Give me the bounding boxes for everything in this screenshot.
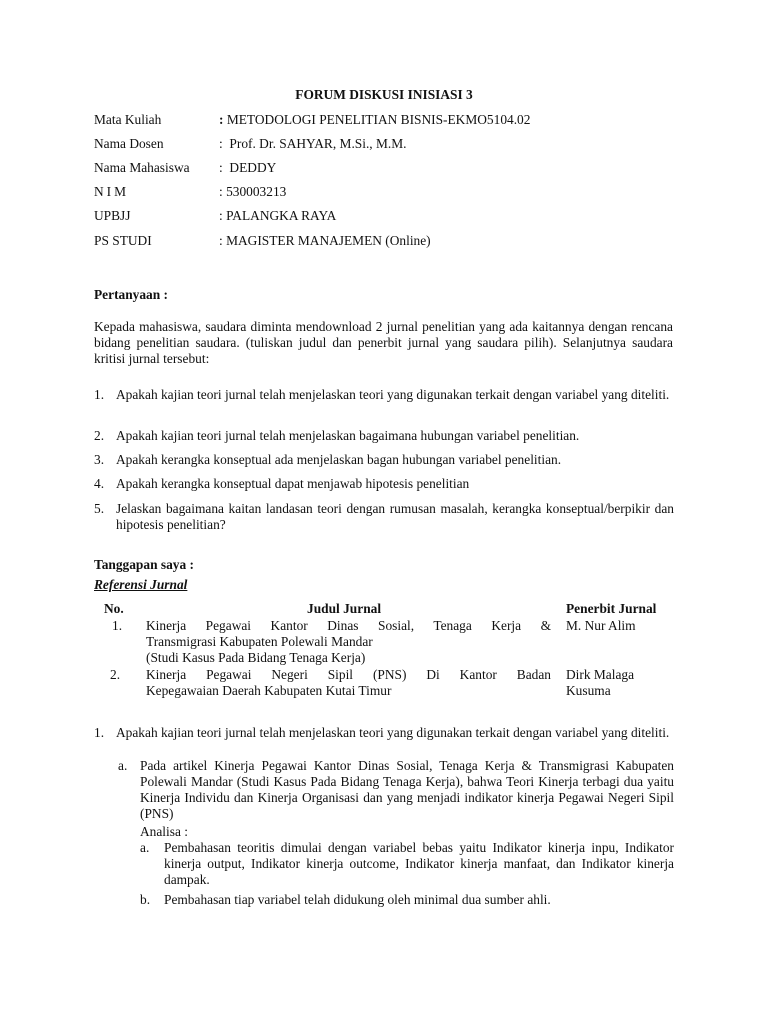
question-number: 3. <box>94 452 105 467</box>
answer-sub-text: Pada artikel Kinerja Pegawai Kantor Dinas Sosial, Tenaga Kerja & Transmigrasi Kabupaten Polewali Mandar (Studi Kasus Pada Bidang Tenaga Kerja), bahwa Teori Kinerja terbagi dua yaitu Kinerja Individu dan Kinerja Organisasi dan yang menjadi indikator kinerja Pegawai Negeri Sipil (PNS) <box>140 758 674 821</box>
question-number: 5. <box>94 501 105 516</box>
page-title: FORUM DISKUSI INISIASI 3 <box>295 87 473 102</box>
nama-dosen-label: Nama Dosen <box>94 136 164 151</box>
table-cell-title-line: Kinerja Pegawai Kantor Dinas Sosial, Tenaga Kerja & <box>146 618 551 633</box>
ps-studi-value: : MAGISTER MANAJEMEN (Online) <box>219 233 431 248</box>
question-number: 2. <box>94 428 105 443</box>
table-row-number: 1. <box>112 618 123 633</box>
table-row <box>146 667 551 699</box>
table-cell-publisher: M. Nur Alim <box>566 618 636 633</box>
analisa-label: Analisa : <box>140 824 188 839</box>
table-cell-publisher <box>566 667 676 699</box>
pertanyaan-heading: Pertanyaan : <box>94 287 169 302</box>
question-number: 1. <box>94 387 105 402</box>
table-cell-title-line: (Studi Kasus Pada Bidang Tenaga Kerja) <box>146 650 366 665</box>
table-cell-title-line: Transmigrasi Kabupaten Polewali Mandar <box>146 634 373 649</box>
intro-paragraph: Kepada mahasiswa, saudara diminta mendownload 2 jurnal penelitian yang ada kaitannya dengan rencana bidang penelitian saudara. (tuliskan judul dan penerbit jurnal yang saudara pilih). Selanjutnya saudara kritisi jurnal tersebut: <box>94 319 673 366</box>
question-number: 4. <box>94 476 105 491</box>
publisher-line: Dirk Malaga <box>566 667 635 682</box>
question-item: Apakah kajian teori jurnal telah menjelaskan teori yang digunakan terkait dengan variabel yang diteliti. <box>116 387 670 402</box>
table-cell-title-line: Kepegawaian Daerah Kabupaten Kutai Timur <box>146 683 392 698</box>
answer-question: Apakah kajian teori jurnal telah menjelaskan teori yang digunakan terkait dengan variabel yang diteliti. <box>116 725 670 740</box>
nama-dosen-value: : Prof. Dr. SAHYAR, M.Si., M.M. <box>219 136 407 151</box>
analysis-text: Pembahasan tiap variabel telah didukung oleh minimal dua sumber ahli. <box>164 892 551 907</box>
publisher-line: Kusuma <box>566 683 611 698</box>
table-row <box>146 618 551 666</box>
answer-number: 1. <box>94 725 105 740</box>
nim-value: : 530003213 <box>219 184 287 199</box>
tanggapan-heading: Tanggapan saya : <box>94 557 194 572</box>
upbjj-value: : PALANGKA RAYA <box>219 208 337 223</box>
table-cell-title-line: Kinerja Pegawai Negeri Sipil (PNS) Di Kantor Badan <box>146 667 551 682</box>
ps-studi-label: PS STUDI <box>94 233 152 248</box>
analysis-marker: a. <box>140 840 150 855</box>
mata-kuliah-label: Mata Kuliah <box>94 112 162 127</box>
question-item: Apakah kerangka konseptual dapat menjawab hipotesis penelitian <box>116 476 470 491</box>
analysis-marker: b. <box>140 892 151 907</box>
analysis-text: Pembahasan teoritis dimulai dengan variabel bebas yaitu Indikator kinerja inpu, Indikator kinerja output, Indikator kinerja outcome, Indikator kinerja manfaat, dan Indikator kinerja dampak. <box>164 840 674 887</box>
question-item: Apakah kerangka konseptual ada menjelaskan bagan hubungan variabel penelitian. <box>116 452 562 467</box>
nama-mahasiswa-value: : DEDDY <box>219 160 277 175</box>
table-header-penerbit: Penerbit Jurnal <box>566 601 657 616</box>
question-item: Jelaskan bagaimana kaitan landasan teori dengan rumusan masalah, kerangka konseptual/berpikir dan hipotesis penelitian? <box>116 501 674 532</box>
nama-mahasiswa-label: Nama Mahasiswa <box>94 160 190 175</box>
referensi-heading: Referensi Jurnal <box>94 577 188 592</box>
upbjj-label: UPBJJ <box>94 208 131 223</box>
question-item: Apakah kajian teori jurnal telah menjelaskan bagaimana hubungan variabel penelitian. <box>116 428 580 443</box>
answer-sub-marker: a. <box>118 758 128 773</box>
mata-kuliah-value: : METODOLOGI PENELITIAN BISNIS-EKMO5104.02 <box>219 112 531 127</box>
table-header-no: No. <box>104 601 124 616</box>
table-row-number: 2. <box>110 667 121 682</box>
nim-label: NIM <box>94 184 130 199</box>
table-header-judul: Judul Jurnal <box>307 601 382 616</box>
